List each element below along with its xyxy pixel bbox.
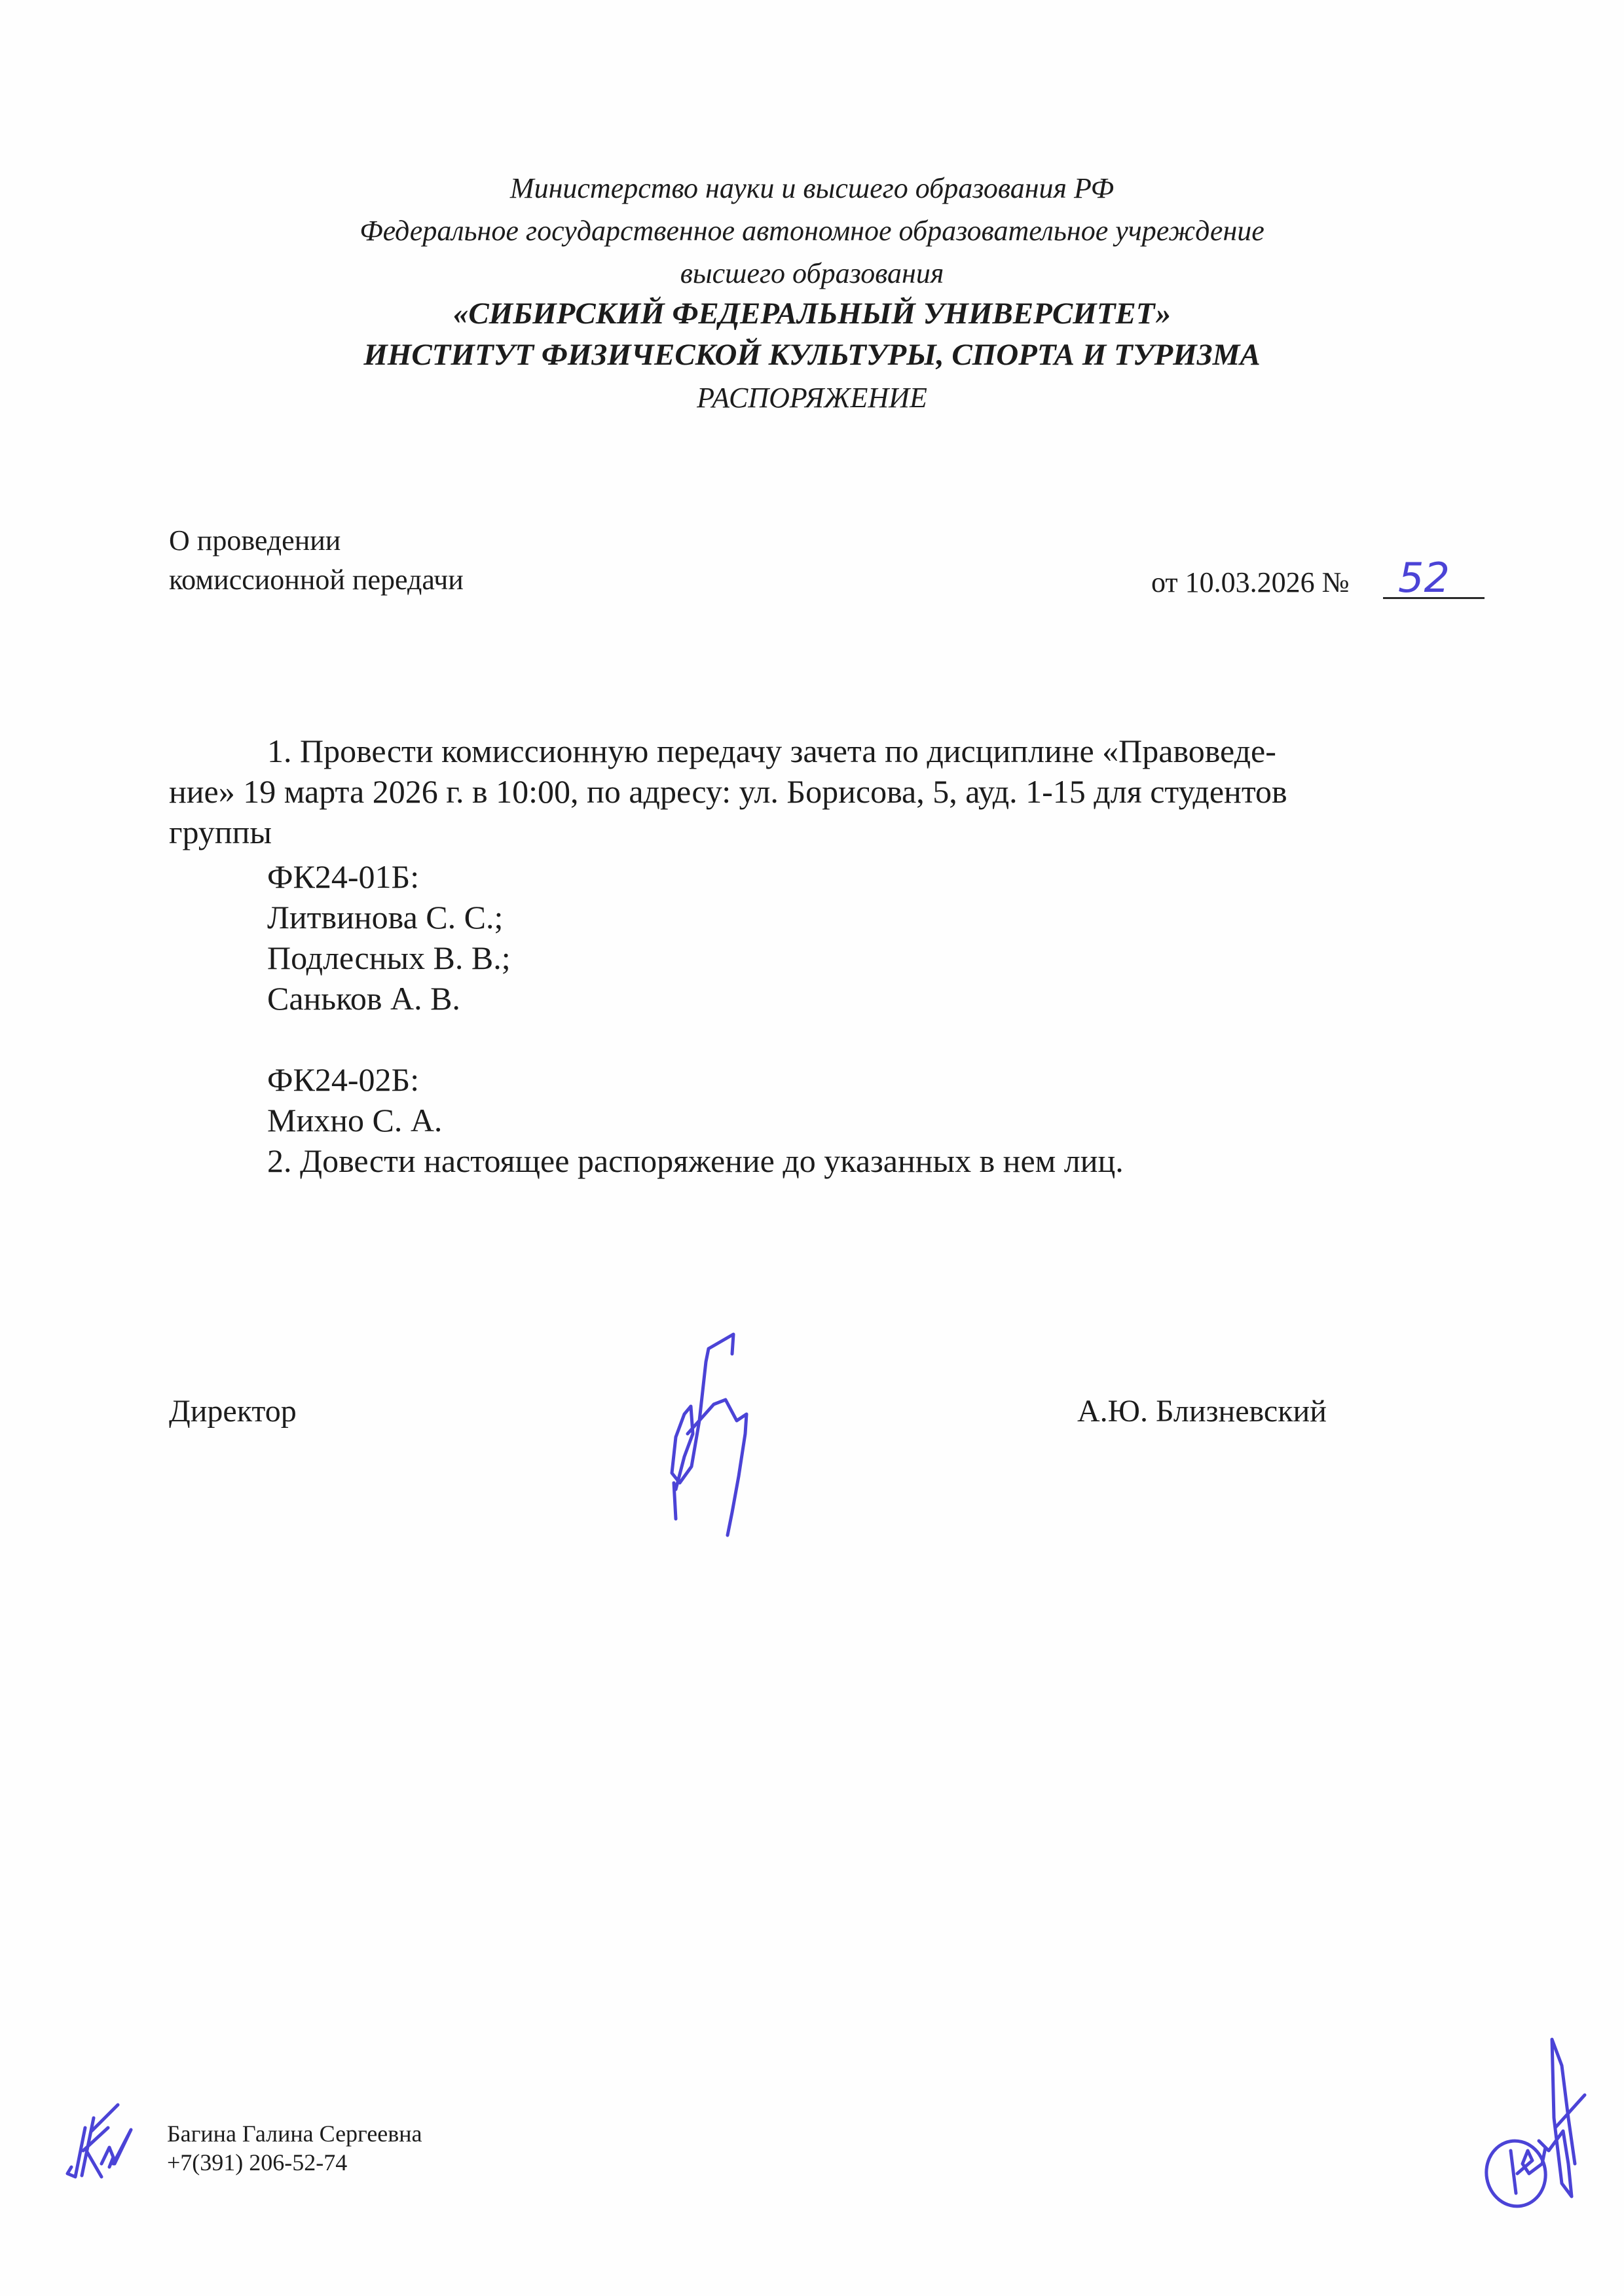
item-1-line-1: 1. Провести комиссионную передачу зачета по дисциплине «Правоведе-	[267, 733, 1276, 769]
student-name: Саньков А. В.	[267, 980, 460, 1017]
director-signature-icon	[629, 1322, 825, 1545]
group-name: ФК24-01Б:	[267, 858, 420, 895]
item-1-line-3: группы	[169, 814, 272, 850]
executor-name: Багина Галина Сергеевна	[167, 2121, 422, 2147]
approval-visa-icon	[1477, 2033, 1608, 2216]
student-name: Подлесных В. В.;	[267, 939, 511, 976]
item-2: 2. Довести настоящее распоряжение до указанных в нем лиц.	[267, 1142, 1124, 1179]
signatory-position: Директор	[169, 1394, 297, 1429]
university-name: «СИБИРСКИЙ ФЕДЕРАЛЬНЫЙ УНИВЕРСИТЕТ»	[452, 297, 1172, 331]
document-date: от 10.03.2026 №	[1151, 566, 1350, 598]
group-name: ФК24-02Б:	[267, 1061, 420, 1098]
item-1-line-2: ние» 19 марта 2026 г. в 10:00, по адресу: ул. Борисова, 5, ауд. 1-15 для студентов	[169, 773, 1287, 810]
institute-name: ИНСТИТУТ ФИЗИЧЕСКОЙ КУЛЬТУРЫ, СПОРТА И ТУРИЗМА	[363, 338, 1261, 372]
institution-type-line-2: высшего образования	[680, 257, 944, 289]
subject-line-1: О проведении	[169, 524, 341, 556]
document-number-handwritten: 52	[1398, 554, 1450, 602]
document-type: РАСПОРЯЖЕНИЕ	[697, 382, 927, 414]
student-name: Михно С. А.	[267, 1102, 443, 1139]
ministry-line: Министерство науки и высшего образования РФ	[509, 172, 1115, 204]
signatory-name: А.Ю. Близневский	[1077, 1394, 1327, 1429]
institution-type-line-1: Федеральное государственное автономное образовательное учреждение	[360, 215, 1264, 247]
executor-phone: +7(391) 206-52-74	[167, 2149, 348, 2176]
subject-line-2: комиссионной передачи	[169, 564, 464, 596]
executor-initials-icon	[62, 2098, 144, 2187]
student-name: Литвинова С. С.;	[267, 899, 504, 936]
